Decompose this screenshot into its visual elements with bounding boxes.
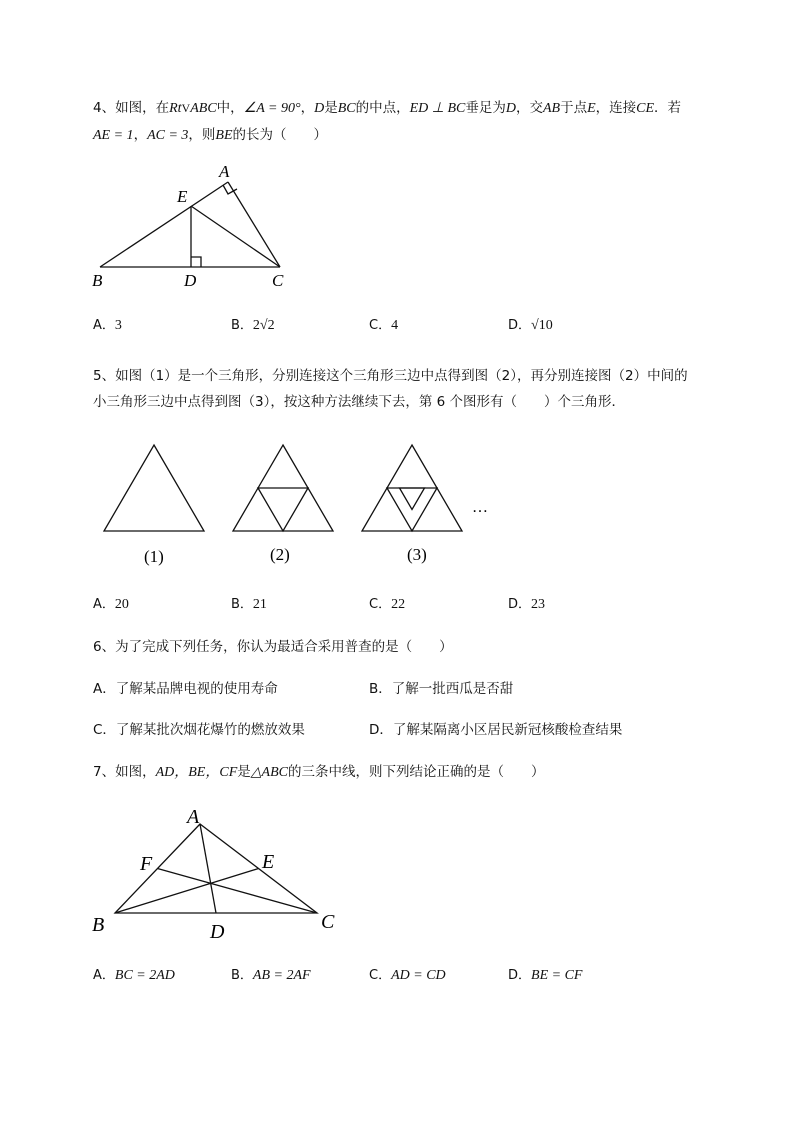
q4-option-b[interactable] [231,316,275,336]
q5-ellipsis: … [472,499,488,516]
option-value: √10 [531,318,553,333]
q5-caption-1: (1) [144,547,164,566]
q7-text: 7、如图， [93,764,156,780]
q4-text: 于点 [560,100,588,116]
q4-figure [80,160,340,290]
q4-math: D [505,101,516,116]
q4-text: 是 [324,100,338,116]
q5-caption-2: (2) [270,545,290,564]
q4-text: 的长为（ ） [232,127,328,143]
option-value: 22 [391,597,406,612]
q4-math: AE = 1 [93,128,134,143]
option-value: 4 [391,318,399,333]
q5-caption-3: (3) [407,545,427,564]
q5-option-a[interactable] [93,595,129,615]
q4-text: ， [133,127,148,143]
q5-figures [100,440,520,580]
option-value: BE = CF [531,968,583,983]
q4-label-c: C [272,271,284,290]
q7-math: AD，BE，CF [155,765,238,780]
q7-stem [93,762,544,783]
option-value: 21 [252,597,267,612]
q5-option-b[interactable] [231,595,267,615]
option-letter: C． [369,318,392,333]
q4-text: 中， [216,100,244,116]
option-letter: D． [508,597,532,612]
option-value: 2√2 [252,318,275,333]
q4-text: 的中点， [355,100,410,116]
option-letter: C． [369,968,392,983]
q4-text: ， [300,100,315,116]
q4-text: ，交 [515,100,543,116]
option-value: 20 [114,597,129,612]
q4-label-d: D [184,271,197,290]
q4-math: BE [215,128,233,143]
q6-option-a[interactable]: A．了解某品牌电视的使用寿命 [93,681,278,697]
q4-stem-line1 [93,98,681,119]
q4-label-b: B [92,271,103,290]
q4-math: ABC [190,101,217,116]
q4-option-c[interactable] [369,316,398,336]
q4-stem-line2 [93,125,327,146]
q4-math: D [314,101,325,116]
q5-option-c[interactable] [369,595,405,615]
q4-text: ，则 [188,127,216,143]
q4-text: ，连接 [595,100,637,116]
q7-figure [85,800,355,943]
option-letter: B． [231,597,253,612]
q5-stem-line2: 小三角形三边中点得到图（3），按这种方法继续下去，第 6 个图形有（ ）个三角形． [93,394,626,410]
q7-label-a: A [187,806,200,828]
q7-label-c: C [321,911,335,933]
option-value: AB = 2AF [252,968,311,983]
q4-math: AC = 3 [147,128,189,143]
q7-text: 是 [237,764,251,780]
q7-option-b[interactable] [231,966,311,986]
option-value: AD = CD [391,968,446,983]
option-value: 3 [114,318,122,333]
q4-math: BC [337,101,356,116]
q4-math: Rt [169,101,182,116]
q4-math: AB [542,101,561,116]
q7-math: △ABC [250,765,288,780]
q6-stem: 6、为了完成下列任务，你认为最适合采用普查的是（ ） [93,639,453,655]
q4-math: ∠A = 90° [243,101,301,116]
option-letter: D． [508,318,532,333]
option-letter: C． [369,597,392,612]
q7-label-e: E [262,851,275,873]
q7-label-f: F [140,853,153,875]
q4-option-d[interactable] [508,316,553,336]
q4-text: ．若 [654,100,682,116]
q7-text: 的三条中线，则下列结论正确的是（ ） [287,764,545,780]
q6-option-c[interactable]: C．了解某批次烟花爆竹的燃放效果 [93,722,305,738]
q7-option-d[interactable] [508,966,582,986]
q4-math: ED ⊥ BC [409,101,466,116]
q6-option-b[interactable]: B．了解一批西瓜是否甜 [369,681,514,697]
q4-triangle-symbol: V [181,101,191,115]
option-value: 23 [531,597,546,612]
q6-option-d[interactable]: D．了解某隔离小区居民新冠核酸检查结果 [369,722,623,738]
q5-stem-line1: 5、如图（1）是一个三角形，分别连接这个三角形三边中点得到图（2），再分别连接图（2）中间的 [93,368,688,384]
q5-option-d[interactable] [508,595,545,615]
option-letter: A． [93,318,115,333]
option-letter: A． [93,968,115,983]
option-letter: D． [508,968,532,983]
q4-math: CE [636,101,655,116]
q7-label-b: B [92,914,105,936]
q4-math: E [587,101,596,116]
q4-label-e: E [177,187,188,206]
q4-option-a[interactable] [93,316,122,336]
q4-text: 4、如图，在 [93,100,170,116]
q4-text: 垂足为 [465,100,506,116]
option-value: BC = 2AD [114,968,175,983]
option-letter: B． [231,318,253,333]
q4-label-a: A [219,162,230,181]
option-letter: A． [93,597,115,612]
q7-label-d: D [210,921,225,943]
q7-option-c[interactable] [369,966,446,986]
option-letter: B． [231,968,253,983]
q7-option-a[interactable] [93,966,175,986]
